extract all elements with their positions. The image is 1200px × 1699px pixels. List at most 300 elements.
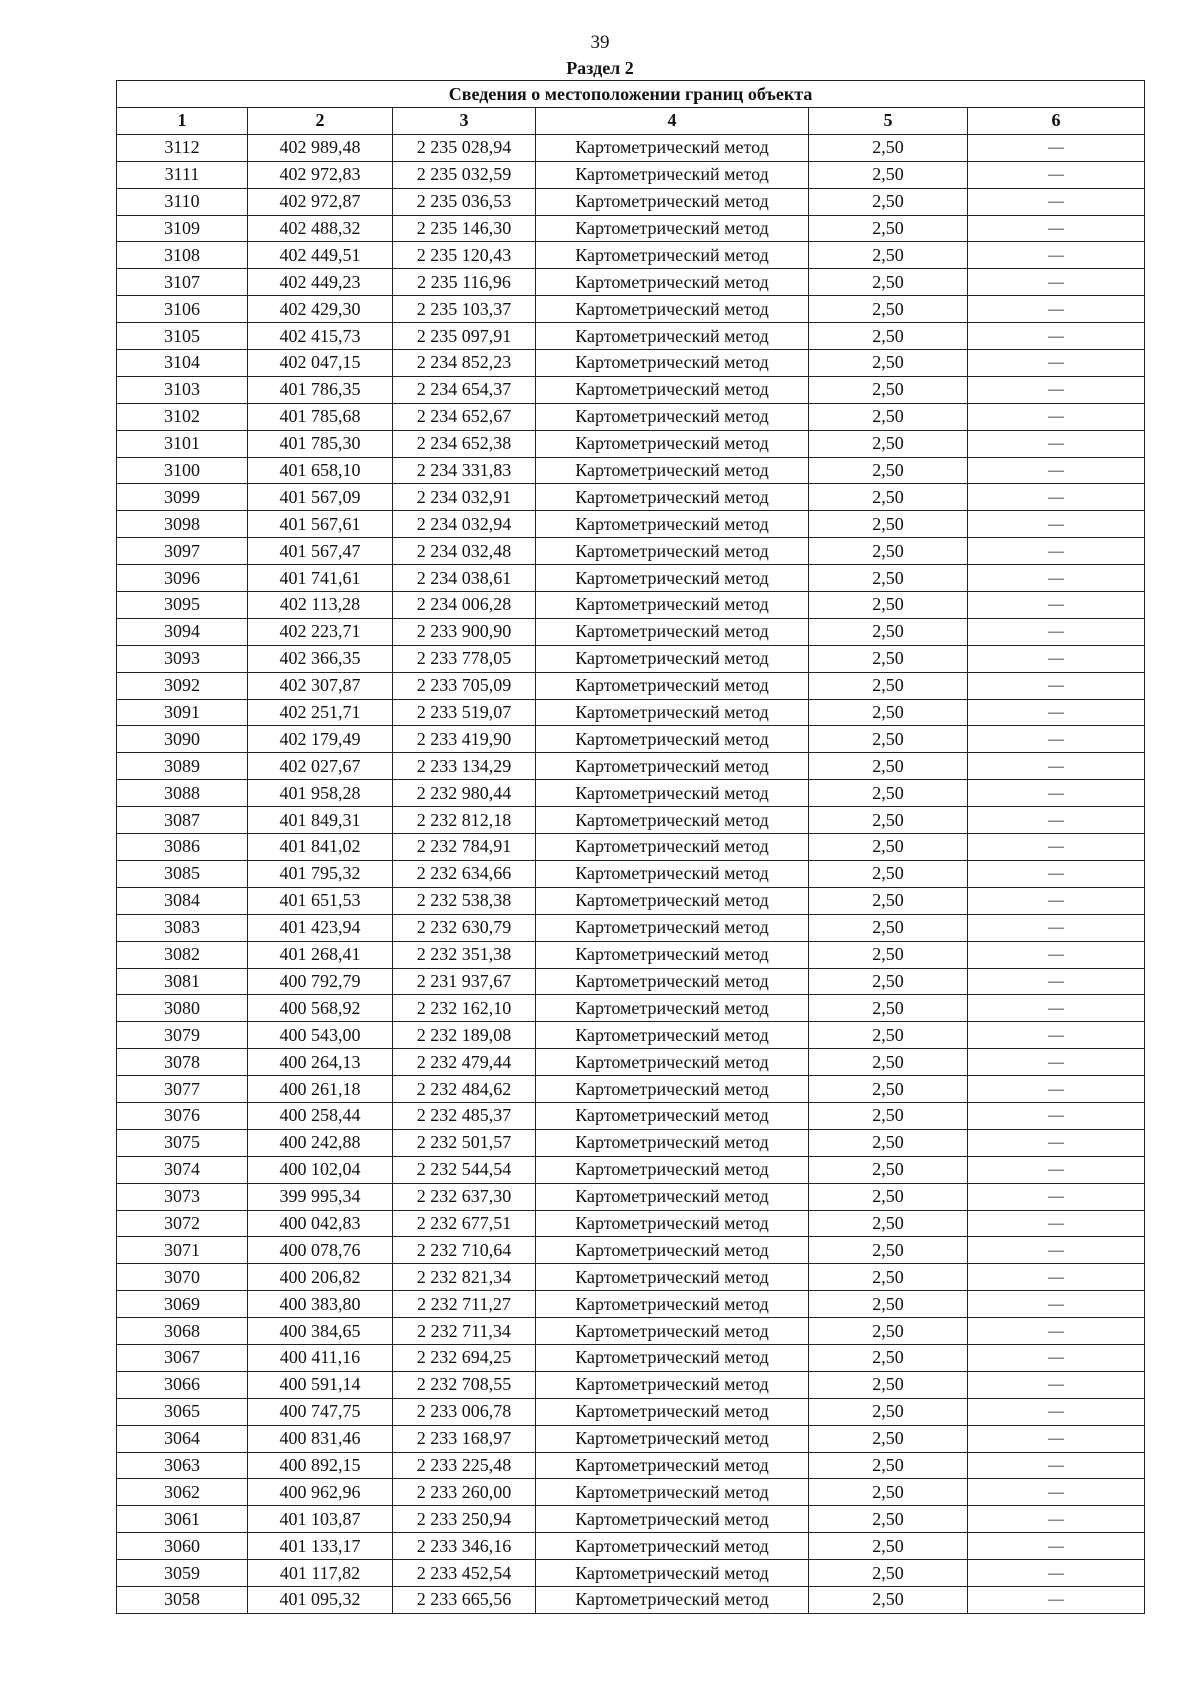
y-coordinate-cell: 2 233 778,05 [393, 645, 536, 672]
y-coordinate-cell: 2 233 519,07 [393, 699, 536, 726]
x-coordinate-cell: 401 423,94 [248, 914, 393, 941]
accuracy-cell: 2,50 [809, 1129, 968, 1156]
y-coordinate-cell: 2 232 630,79 [393, 914, 536, 941]
table-row [117, 1022, 1145, 1049]
accuracy-cell: 2,50 [809, 1506, 968, 1533]
method-cell: Картометрический метод [536, 188, 809, 215]
table-row [117, 457, 1145, 484]
point-number-cell: 3098 [117, 511, 248, 538]
note-cell: — [968, 511, 1145, 538]
table-row [117, 1129, 1145, 1156]
method-cell: Картометрический метод [536, 645, 809, 672]
method-cell: Картометрический метод [536, 941, 809, 968]
note-cell: — [968, 834, 1145, 861]
accuracy-cell: 2,50 [809, 1344, 968, 1371]
x-coordinate-cell: 402 113,28 [248, 592, 393, 619]
y-coordinate-cell: 2 231 937,67 [393, 968, 536, 995]
x-coordinate-cell: 401 103,87 [248, 1506, 393, 1533]
y-coordinate-cell: 2 234 032,91 [393, 484, 536, 511]
accuracy-cell: 2,50 [809, 323, 968, 350]
point-number-cell: 3103 [117, 376, 248, 403]
method-cell: Картометрический метод [536, 592, 809, 619]
y-coordinate-cell: 2 232 501,57 [393, 1129, 536, 1156]
point-number-cell: 3094 [117, 618, 248, 645]
point-number-cell: 3073 [117, 1183, 248, 1210]
y-coordinate-cell: 2 235 036,53 [393, 188, 536, 215]
y-coordinate-cell: 2 232 677,51 [393, 1210, 536, 1237]
column-header: 2 [248, 108, 393, 135]
note-cell: — [968, 565, 1145, 592]
y-coordinate-cell: 2 233 665,56 [393, 1586, 536, 1613]
method-cell: Картометрический метод [536, 1344, 809, 1371]
table-row [117, 296, 1145, 323]
accuracy-cell: 2,50 [809, 457, 968, 484]
y-coordinate-cell: 2 235 146,30 [393, 215, 536, 242]
table-row [117, 780, 1145, 807]
table-row [117, 807, 1145, 834]
note-cell: — [968, 457, 1145, 484]
table-row [117, 1344, 1145, 1371]
x-coordinate-cell: 402 488,32 [248, 215, 393, 242]
table-row [117, 914, 1145, 941]
method-cell: Картометрический метод [536, 968, 809, 995]
accuracy-cell: 2,50 [809, 565, 968, 592]
table-row [117, 726, 1145, 753]
point-number-cell: 3067 [117, 1344, 248, 1371]
accuracy-cell: 2,50 [809, 296, 968, 323]
accuracy-cell: 2,50 [809, 1237, 968, 1264]
method-cell: Картометрический метод [536, 538, 809, 565]
point-number-cell: 3065 [117, 1398, 248, 1425]
point-number-cell: 3102 [117, 403, 248, 430]
method-cell: Картометрический метод [536, 376, 809, 403]
note-cell: — [968, 1264, 1145, 1291]
method-cell: Картометрический метод [536, 1452, 809, 1479]
y-coordinate-cell: 2 232 637,30 [393, 1183, 536, 1210]
method-cell: Картометрический метод [536, 860, 809, 887]
method-cell: Картометрический метод [536, 1156, 809, 1183]
accuracy-cell: 2,50 [809, 215, 968, 242]
x-coordinate-cell: 400 747,75 [248, 1398, 393, 1425]
x-coordinate-cell: 400 242,88 [248, 1129, 393, 1156]
section-title: Раздел 2 [566, 58, 634, 78]
y-coordinate-cell: 2 232 484,62 [393, 1076, 536, 1103]
accuracy-cell: 2,50 [809, 538, 968, 565]
accuracy-cell: 2,50 [809, 1452, 968, 1479]
method-cell: Картометрический метод [536, 618, 809, 645]
point-number-cell: 3072 [117, 1210, 248, 1237]
method-cell: Картометрический метод [536, 834, 809, 861]
y-coordinate-cell: 2 235 120,43 [393, 242, 536, 269]
method-cell: Картометрический метод [536, 269, 809, 296]
table-row [117, 753, 1145, 780]
table-row [117, 403, 1145, 430]
table-row [117, 1560, 1145, 1587]
method-cell: Картометрический метод [536, 1371, 809, 1398]
column-header: 6 [968, 108, 1145, 135]
y-coordinate-cell: 2 234 652,67 [393, 403, 536, 430]
point-number-cell: 3093 [117, 645, 248, 672]
accuracy-cell: 2,50 [809, 968, 968, 995]
x-coordinate-cell: 400 568,92 [248, 995, 393, 1022]
note-cell: — [968, 1533, 1145, 1560]
y-coordinate-cell: 2 233 900,90 [393, 618, 536, 645]
x-coordinate-cell: 400 591,14 [248, 1371, 393, 1398]
x-coordinate-cell: 400 384,65 [248, 1318, 393, 1345]
method-cell: Картометрический метод [536, 1102, 809, 1129]
table-caption: Сведения о местоположении границ объекта [117, 81, 1145, 108]
method-cell: Картометрический метод [536, 995, 809, 1022]
table-row [117, 995, 1145, 1022]
point-number-cell: 3069 [117, 1291, 248, 1318]
accuracy-cell: 2,50 [809, 1156, 968, 1183]
point-number-cell: 3092 [117, 672, 248, 699]
note-cell: — [968, 887, 1145, 914]
x-coordinate-cell: 402 223,71 [248, 618, 393, 645]
y-coordinate-cell: 2 233 006,78 [393, 1398, 536, 1425]
table-row [117, 1452, 1145, 1479]
table-row [117, 672, 1145, 699]
table-row [117, 188, 1145, 215]
point-number-cell: 3089 [117, 753, 248, 780]
note-cell: — [968, 1398, 1145, 1425]
note-cell: — [968, 1237, 1145, 1264]
point-number-cell: 3080 [117, 995, 248, 1022]
note-cell: — [968, 995, 1145, 1022]
x-coordinate-cell: 401 567,47 [248, 538, 393, 565]
note-cell: — [968, 968, 1145, 995]
y-coordinate-cell: 2 233 260,00 [393, 1479, 536, 1506]
y-coordinate-cell: 2 232 710,64 [393, 1237, 536, 1264]
note-cell: — [968, 699, 1145, 726]
method-cell: Картометрический метод [536, 1264, 809, 1291]
accuracy-cell: 2,50 [809, 1210, 968, 1237]
note-cell: — [968, 1022, 1145, 1049]
accuracy-cell: 2,50 [809, 1560, 968, 1587]
x-coordinate-cell: 402 415,73 [248, 323, 393, 350]
method-cell: Картометрический метод [536, 1022, 809, 1049]
x-coordinate-cell: 400 258,44 [248, 1102, 393, 1129]
note-cell: — [968, 188, 1145, 215]
x-coordinate-cell: 402 972,83 [248, 161, 393, 188]
y-coordinate-cell: 2 233 705,09 [393, 672, 536, 699]
table-row [117, 1533, 1145, 1560]
accuracy-cell: 2,50 [809, 1318, 968, 1345]
note-cell: — [968, 1425, 1145, 1452]
y-coordinate-cell: 2 232 812,18 [393, 807, 536, 834]
method-cell: Картометрический метод [536, 726, 809, 753]
x-coordinate-cell: 402 251,71 [248, 699, 393, 726]
point-number-cell: 3063 [117, 1452, 248, 1479]
method-cell: Картометрический метод [536, 323, 809, 350]
point-number-cell: 3058 [117, 1586, 248, 1613]
table-row [117, 1102, 1145, 1129]
note-cell: — [968, 296, 1145, 323]
point-number-cell: 3109 [117, 215, 248, 242]
y-coordinate-cell: 2 232 189,08 [393, 1022, 536, 1049]
point-number-cell: 3100 [117, 457, 248, 484]
note-cell: — [968, 860, 1145, 887]
note-cell: — [968, 941, 1145, 968]
method-cell: Картометрический метод [536, 699, 809, 726]
method-cell: Картометрический метод [536, 1129, 809, 1156]
x-coordinate-cell: 401 117,82 [248, 1560, 393, 1587]
table-row [117, 860, 1145, 887]
column-header: 5 [809, 108, 968, 135]
point-number-cell: 3070 [117, 1264, 248, 1291]
method-cell: Картометрический метод [536, 1183, 809, 1210]
note-cell: — [968, 430, 1145, 457]
accuracy-cell: 2,50 [809, 753, 968, 780]
accuracy-cell: 2,50 [809, 860, 968, 887]
x-coordinate-cell: 400 261,18 [248, 1076, 393, 1103]
y-coordinate-cell: 2 234 006,28 [393, 592, 536, 619]
accuracy-cell: 2,50 [809, 1586, 968, 1613]
table-row [117, 350, 1145, 377]
table-body [117, 134, 1145, 1613]
table-row [117, 215, 1145, 242]
accuracy-cell: 2,50 [809, 645, 968, 672]
x-coordinate-cell: 401 567,61 [248, 511, 393, 538]
x-coordinate-cell: 401 849,31 [248, 807, 393, 834]
x-coordinate-cell: 401 268,41 [248, 941, 393, 968]
point-number-cell: 3066 [117, 1371, 248, 1398]
y-coordinate-cell: 2 232 538,38 [393, 887, 536, 914]
y-coordinate-cell: 2 232 784,91 [393, 834, 536, 861]
note-cell: — [968, 1183, 1145, 1210]
accuracy-cell: 2,50 [809, 1371, 968, 1398]
point-number-cell: 3110 [117, 188, 248, 215]
method-cell: Картометрический метод [536, 1506, 809, 1533]
method-cell: Картометрический метод [536, 403, 809, 430]
x-coordinate-cell: 401 795,32 [248, 860, 393, 887]
x-coordinate-cell: 400 078,76 [248, 1237, 393, 1264]
method-cell: Картометрический метод [536, 350, 809, 377]
x-coordinate-cell: 400 831,46 [248, 1425, 393, 1452]
x-coordinate-cell: 401 567,09 [248, 484, 393, 511]
table-row [117, 430, 1145, 457]
point-number-cell: 3074 [117, 1156, 248, 1183]
point-number-cell: 3086 [117, 834, 248, 861]
method-cell: Картометрический метод [536, 1210, 809, 1237]
point-number-cell: 3107 [117, 269, 248, 296]
table-row [117, 161, 1145, 188]
x-coordinate-cell: 400 543,00 [248, 1022, 393, 1049]
table-row [117, 1183, 1145, 1210]
point-number-cell: 3096 [117, 565, 248, 592]
point-number-cell: 3059 [117, 1560, 248, 1587]
note-cell: — [968, 1102, 1145, 1129]
table-row [117, 968, 1145, 995]
point-number-cell: 3075 [117, 1129, 248, 1156]
table-row [117, 592, 1145, 619]
point-number-cell: 3082 [117, 941, 248, 968]
accuracy-cell: 2,50 [809, 618, 968, 645]
note-cell: — [968, 780, 1145, 807]
x-coordinate-cell: 401 133,17 [248, 1533, 393, 1560]
note-cell: — [968, 1049, 1145, 1076]
y-coordinate-cell: 2 232 708,55 [393, 1371, 536, 1398]
table-row [117, 834, 1145, 861]
note-cell: — [968, 1129, 1145, 1156]
accuracy-cell: 2,50 [809, 350, 968, 377]
point-number-cell: 3104 [117, 350, 248, 377]
method-cell: Картометрический метод [536, 914, 809, 941]
table-row [117, 1049, 1145, 1076]
note-cell: — [968, 807, 1145, 834]
column-header-row [117, 108, 1145, 135]
accuracy-cell: 2,50 [809, 834, 968, 861]
y-coordinate-cell: 2 232 544,54 [393, 1156, 536, 1183]
accuracy-cell: 2,50 [809, 134, 968, 161]
table-row [117, 645, 1145, 672]
column-header: 3 [393, 108, 536, 135]
note-cell: — [968, 618, 1145, 645]
table-row [117, 1076, 1145, 1103]
table-row [117, 376, 1145, 403]
y-coordinate-cell: 2 234 038,61 [393, 565, 536, 592]
column-header: 4 [536, 108, 809, 135]
accuracy-cell: 2,50 [809, 807, 968, 834]
note-cell: — [968, 1156, 1145, 1183]
note-cell: — [968, 1210, 1145, 1237]
table-row [117, 1237, 1145, 1264]
note-cell: — [968, 376, 1145, 403]
x-coordinate-cell: 400 102,04 [248, 1156, 393, 1183]
y-coordinate-cell: 2 235 028,94 [393, 134, 536, 161]
accuracy-cell: 2,50 [809, 188, 968, 215]
x-coordinate-cell: 399 995,34 [248, 1183, 393, 1210]
table-row [117, 323, 1145, 350]
table-row [117, 484, 1145, 511]
accuracy-cell: 2,50 [809, 780, 968, 807]
y-coordinate-cell: 2 233 250,94 [393, 1506, 536, 1533]
y-coordinate-cell: 2 232 162,10 [393, 995, 536, 1022]
x-coordinate-cell: 401 658,10 [248, 457, 393, 484]
method-cell: Картометрический метод [536, 780, 809, 807]
x-coordinate-cell: 402 307,87 [248, 672, 393, 699]
table-row [117, 618, 1145, 645]
x-coordinate-cell: 401 651,53 [248, 887, 393, 914]
x-coordinate-cell: 402 429,30 [248, 296, 393, 323]
table-row [117, 269, 1145, 296]
point-number-cell: 3078 [117, 1049, 248, 1076]
x-coordinate-cell: 400 892,15 [248, 1452, 393, 1479]
note-cell: — [968, 1479, 1145, 1506]
x-coordinate-cell: 402 366,35 [248, 645, 393, 672]
method-cell: Картометрический метод [536, 1560, 809, 1587]
x-coordinate-cell: 401 785,68 [248, 403, 393, 430]
method-cell: Картометрический метод [536, 1533, 809, 1560]
note-cell: — [968, 592, 1145, 619]
x-coordinate-cell: 401 095,32 [248, 1586, 393, 1613]
y-coordinate-cell: 2 232 634,66 [393, 860, 536, 887]
y-coordinate-cell: 2 233 168,97 [393, 1425, 536, 1452]
accuracy-cell: 2,50 [809, 403, 968, 430]
y-coordinate-cell: 2 235 032,59 [393, 161, 536, 188]
note-cell: — [968, 403, 1145, 430]
note-cell: — [968, 753, 1145, 780]
y-coordinate-cell: 2 233 419,90 [393, 726, 536, 753]
accuracy-cell: 2,50 [809, 726, 968, 753]
note-cell: — [968, 1560, 1145, 1587]
point-number-cell: 3108 [117, 242, 248, 269]
accuracy-cell: 2,50 [809, 1022, 968, 1049]
method-cell: Картометрический метод [536, 134, 809, 161]
accuracy-cell: 2,50 [809, 1264, 968, 1291]
table-row [117, 565, 1145, 592]
note-cell: — [968, 1344, 1145, 1371]
y-coordinate-cell: 2 235 097,91 [393, 323, 536, 350]
x-coordinate-cell: 402 449,23 [248, 269, 393, 296]
x-coordinate-cell: 400 042,83 [248, 1210, 393, 1237]
table-row [117, 538, 1145, 565]
accuracy-cell: 2,50 [809, 1533, 968, 1560]
point-number-cell: 3106 [117, 296, 248, 323]
accuracy-cell: 2,50 [809, 1398, 968, 1425]
method-cell: Картометрический метод [536, 1318, 809, 1345]
y-coordinate-cell: 2 235 103,37 [393, 296, 536, 323]
method-cell: Картометрический метод [536, 1076, 809, 1103]
y-coordinate-cell: 2 232 479,44 [393, 1049, 536, 1076]
note-cell: — [968, 1506, 1145, 1533]
table-row [117, 242, 1145, 269]
table-row [117, 1264, 1145, 1291]
column-header: 1 [117, 108, 248, 135]
point-number-cell: 3090 [117, 726, 248, 753]
note-cell: — [968, 914, 1145, 941]
accuracy-cell: 2,50 [809, 1049, 968, 1076]
method-cell: Картометрический метод [536, 296, 809, 323]
x-coordinate-cell: 402 047,15 [248, 350, 393, 377]
note-cell: — [968, 134, 1145, 161]
point-number-cell: 3068 [117, 1318, 248, 1345]
accuracy-cell: 2,50 [809, 269, 968, 296]
point-number-cell: 3095 [117, 592, 248, 619]
table-row [117, 1318, 1145, 1345]
note-cell: — [968, 1318, 1145, 1345]
point-number-cell: 3097 [117, 538, 248, 565]
note-cell: — [968, 1076, 1145, 1103]
y-coordinate-cell: 2 232 485,37 [393, 1102, 536, 1129]
table-row [117, 1586, 1145, 1613]
accuracy-cell: 2,50 [809, 592, 968, 619]
y-coordinate-cell: 2 232 694,25 [393, 1344, 536, 1371]
y-coordinate-cell: 2 234 032,48 [393, 538, 536, 565]
table-row [117, 1210, 1145, 1237]
note-cell: — [968, 1586, 1145, 1613]
table-row [117, 699, 1145, 726]
accuracy-cell: 2,50 [809, 1291, 968, 1318]
accuracy-cell: 2,50 [809, 995, 968, 1022]
point-number-cell: 3087 [117, 807, 248, 834]
note-cell: — [968, 350, 1145, 377]
note-cell: — [968, 161, 1145, 188]
y-coordinate-cell: 2 233 452,54 [393, 1560, 536, 1587]
point-number-cell: 3062 [117, 1479, 248, 1506]
table-caption-row [117, 81, 1145, 108]
note-cell: — [968, 1452, 1145, 1479]
y-coordinate-cell: 2 233 346,16 [393, 1533, 536, 1560]
y-coordinate-cell: 2 233 225,48 [393, 1452, 536, 1479]
y-coordinate-cell: 2 233 134,29 [393, 753, 536, 780]
point-number-cell: 3060 [117, 1533, 248, 1560]
note-cell: — [968, 215, 1145, 242]
point-number-cell: 3077 [117, 1076, 248, 1103]
method-cell: Картометрический метод [536, 161, 809, 188]
accuracy-cell: 2,50 [809, 242, 968, 269]
method-cell: Картометрический метод [536, 1398, 809, 1425]
